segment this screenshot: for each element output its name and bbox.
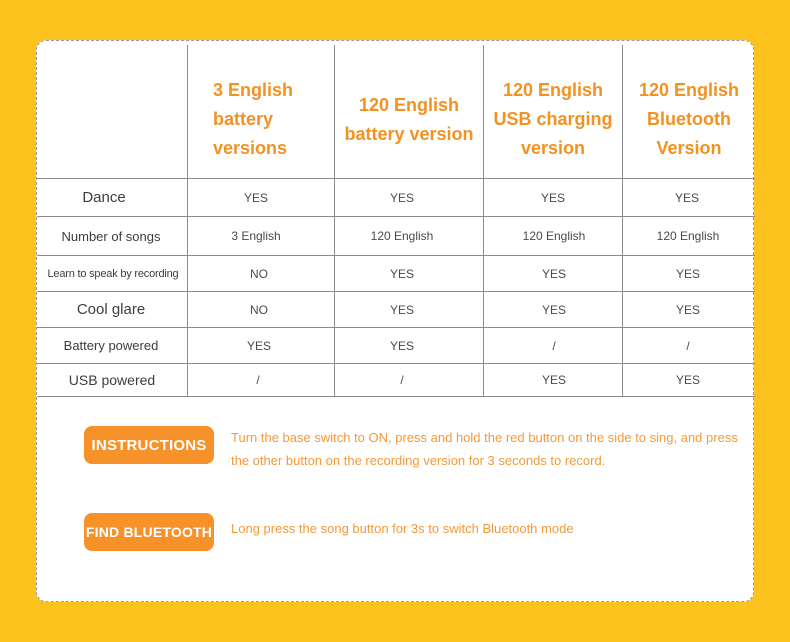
table-cell: YES <box>243 190 268 205</box>
instructions-line-1: Turn the base switch to ON, press and hold the red button on the side to sing, and press <box>231 430 738 445</box>
table-cell: 120 English <box>370 229 434 243</box>
comparison-card <box>36 40 754 602</box>
table-cell: 3 English <box>231 229 281 243</box>
table-cell: YES <box>540 190 565 205</box>
header-120-english-bluetooth: 120 English Bluetooth Version <box>638 80 740 158</box>
instructions-line-2: the other button on the recording version for 3 seconds to record. <box>231 453 606 468</box>
table-cell: / <box>400 373 404 387</box>
table-cell: NO <box>250 266 268 281</box>
instructions-badge: INSTRUCTIONS <box>84 426 214 464</box>
bluetooth-text: Long press the song button for 3s to switch Bluetooth mode <box>231 521 574 536</box>
row-label-number-of-songs: Number of songs <box>61 228 161 244</box>
table-cell: YES <box>675 373 700 387</box>
table-cell: YES <box>541 302 566 317</box>
table-cell: YES <box>675 302 700 317</box>
table-cell: NO <box>250 302 268 317</box>
instructions-text <box>231 426 751 472</box>
table-cell: 120 English <box>522 229 586 243</box>
table-cell: 120 English <box>656 229 720 243</box>
row-label-battery-powered: Battery powered <box>63 338 159 353</box>
table-cell: YES <box>389 266 414 281</box>
find-bluetooth-badge: FIND BLUETOOTH <box>84 513 214 551</box>
header-3-english-battery: 3 English battery versions <box>213 80 294 158</box>
table-cell: / <box>686 338 690 353</box>
row-label-dance: Dance <box>82 189 126 206</box>
table-cell: / <box>256 373 260 387</box>
table-cell: YES <box>674 190 699 205</box>
table-cell: YES <box>675 266 700 281</box>
table-cell: YES <box>389 338 414 353</box>
header-120-english-battery: 120 English battery version <box>344 94 474 144</box>
header-120-english-usb: 120 English USB charging version <box>493 80 613 158</box>
table-cell: / <box>552 338 556 353</box>
row-label-learn-to-speak: Learn to speak by recording <box>47 267 179 280</box>
row-label-usb-powered: USB powered <box>68 372 156 388</box>
row-divider <box>37 396 755 397</box>
table-cell: YES <box>389 190 414 205</box>
table-cell: YES <box>246 338 271 353</box>
table-cell: YES <box>541 266 566 281</box>
comparison-table <box>37 41 755 397</box>
table-cell: YES <box>389 302 414 317</box>
table-cell: YES <box>541 373 566 387</box>
row-label-cool-glare: Cool glare <box>76 301 146 318</box>
